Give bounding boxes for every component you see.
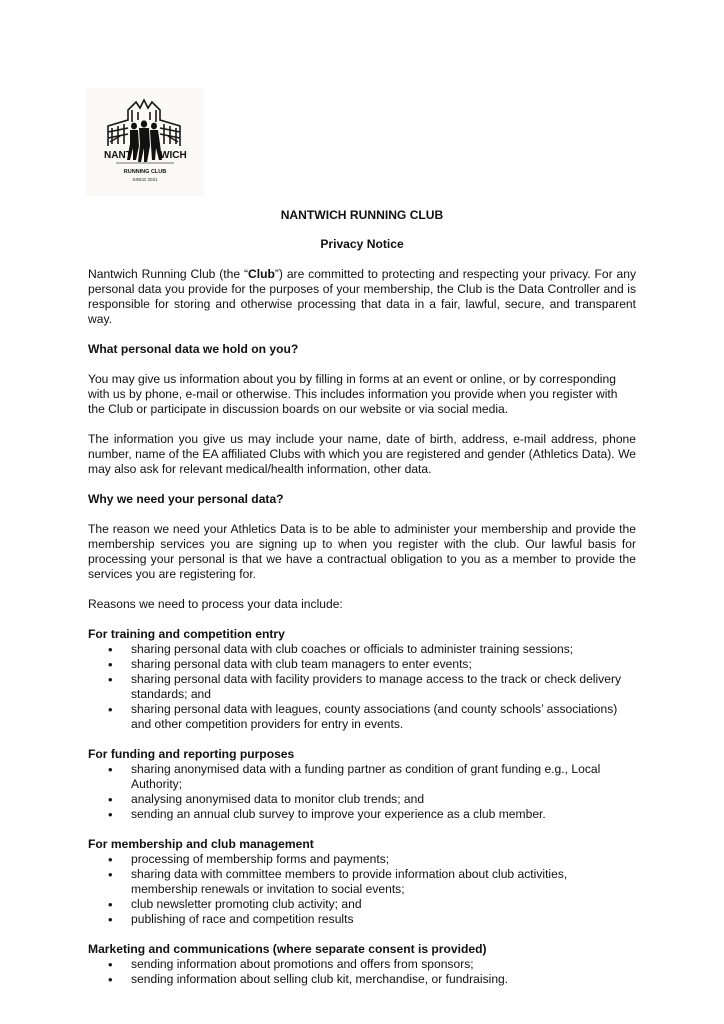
list-item: • sharing personal data with club coaches or officials to administer training sessions; — [88, 642, 636, 657]
list-item: • sending an annual club survey to improve your experience as a club member. — [88, 807, 636, 822]
list-heading-training: For training and competition entry — [88, 627, 285, 641]
intro-text-pre: Nantwich Running Club (the “ — [88, 267, 249, 281]
section1-paragraph-2: The information you give us may include your name, date of birth, address, e-mail address, phone number, name of the EA affiliated Clubs with which you are registered and gender (Athletics Data). We may also ask for relevant medical/health information, other data. — [88, 432, 636, 476]
list-funding — [88, 762, 636, 822]
list-item: • club newsletter promoting club activity; and — [88, 897, 636, 912]
list-item: • sharing personal data with facility providers to manage access to the track or check delivery standards; and — [88, 672, 636, 702]
list-item: • sending information about selling club kit, merchandise, or fundraising. — [88, 972, 636, 987]
list-marketing — [88, 957, 636, 987]
section-heading-what-data: What personal data we hold on you? — [88, 342, 299, 356]
list-item: • processing of membership forms and payments; — [88, 852, 636, 867]
logo-text-right: WICH — [160, 150, 187, 161]
club-logo — [86, 88, 204, 196]
doc-title: Privacy Notice — [320, 237, 404, 251]
list-item: • sharing personal data with club team managers to enter events; — [88, 657, 636, 672]
list-item: • sharing anonymised data with a funding partner as condition of grant funding e.g., Local Authority; — [88, 762, 636, 792]
list-heading-funding: For funding and reporting purposes — [88, 747, 295, 761]
list-item: • publishing of race and competition results — [88, 912, 636, 927]
logo-subtitle: RUNNING CLUB — [123, 169, 167, 175]
logo-since: SINCE 2021 — [132, 177, 158, 182]
list-membership — [88, 852, 636, 927]
document-body — [88, 208, 636, 1002]
intro-text-post: ”) are committed to protecting and respecting your privacy. For any personal data you provide for the purposes of your membership, the Club is the Data Controller and is responsible for storing and otherwise processing that data in a fair, lawful, secure, and transparent way. — [88, 267, 637, 326]
intro-text-bold: Club — [248, 267, 275, 281]
section2-paragraph-2: Reasons we need to process your data include: — [88, 597, 343, 611]
list-training — [88, 642, 636, 732]
list-item: • sharing personal data with leagues, county associations (and county schools’ associations) and other competition providers for entry in events. — [88, 702, 636, 732]
logo-text-left: NANT — [104, 150, 132, 161]
list-heading-marketing: Marketing and communications (where separate consent is provided) — [88, 942, 487, 956]
intro-paragraph — [88, 267, 636, 327]
list-item: • sharing data with committee members to provide information about club activities, membership renewals or invitation to social events; — [88, 867, 636, 897]
running-club-logo-icon — [86, 88, 204, 196]
section-heading-why-data: Why we need your personal data? — [88, 492, 284, 506]
section2-paragraph-1: The reason we need your Athletics Data is to be able to administer your membership and provide the membership services you are signing up to when you register with the club. Our lawful basis for processing your personal is that we have a contractual obligation to you as a member to provide the services you are registering for. — [88, 522, 636, 581]
list-item: • sending information about promotions and offers from sponsors; — [88, 957, 636, 972]
section1-paragraph-1: You may give us information about you by filling in forms at an event or online, or by corresponding with us by phone, e-mail or otherwise. This includes information you provide when you register with the Club or participate in discussion boards on our website or via social media. — [88, 372, 618, 416]
list-item: • analysing anonymised data to monitor club trends; and — [88, 792, 636, 807]
list-heading-membership: For membership and club management — [88, 837, 314, 851]
org-title: NANTWICH RUNNING CLUB — [280, 208, 444, 222]
